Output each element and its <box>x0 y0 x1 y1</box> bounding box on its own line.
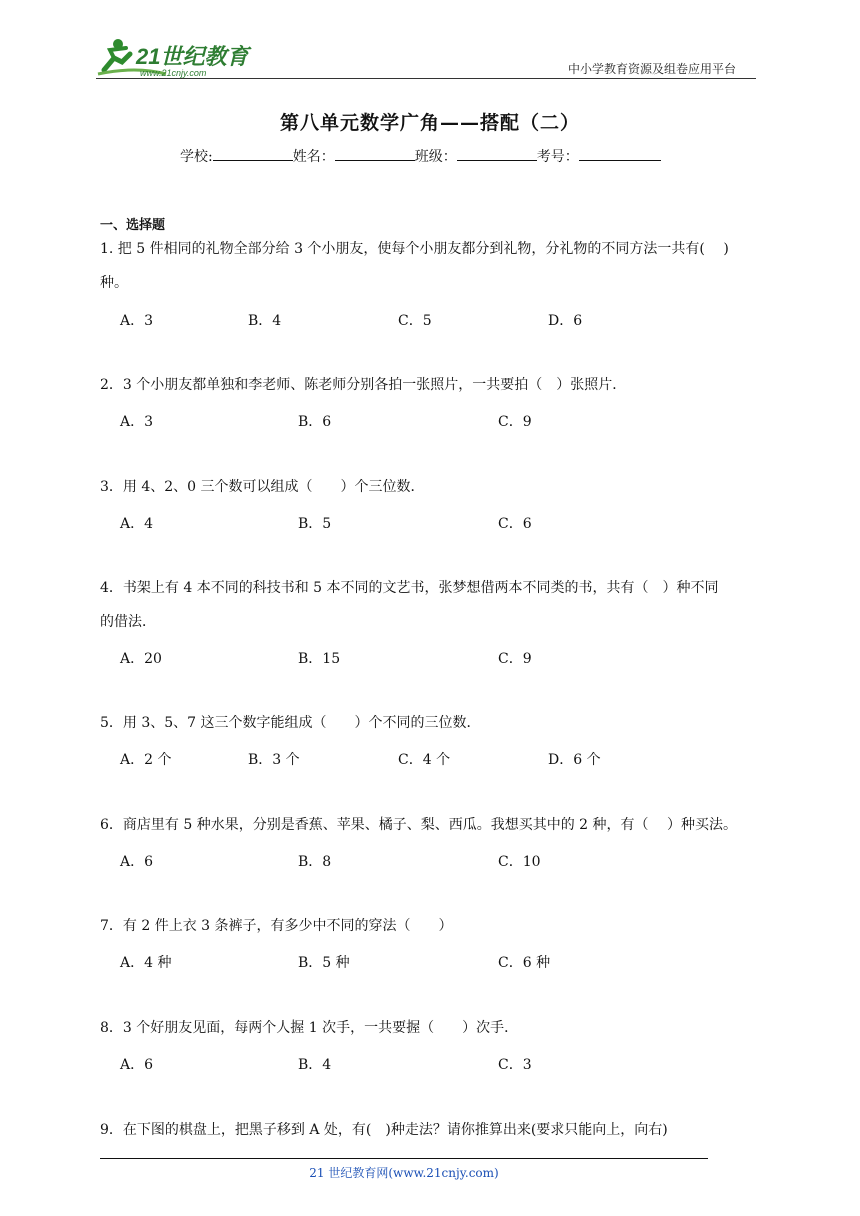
option-b[interactable]: B．5 <box>298 516 332 532</box>
question-text: 2．3 个小朋友都单独和李老师、陈老师分别各拍一张照片，一共要拍（ ）张照片． <box>100 377 627 393</box>
option-a[interactable]: A．4 <box>120 516 154 532</box>
option-b[interactable]: B．6 <box>298 414 332 430</box>
question-9 <box>100 1113 770 1147</box>
question-text: 1. 把 5 件相同的礼物全部分给 3 个小朋友，使每个小朋友都分到礼物，分礼物的不同方法一共有( ) <box>100 241 729 257</box>
question-text: 5．用 3、5、7 这三个数字能组成（ ）个不同的三位数． <box>100 715 481 731</box>
page-title: 第八单元数学广角——搭配（二） <box>279 112 580 134</box>
platform-name: 中小学教育资源及组卷应用平台 <box>568 62 737 76</box>
question-text-cont: 种。 <box>100 275 128 291</box>
school-blank[interactable] <box>213 146 293 161</box>
option-b[interactable]: B．15 <box>298 651 341 667</box>
option-c[interactable]: C．10 <box>498 854 541 870</box>
option-a[interactable]: A．20 <box>120 651 162 667</box>
option-d[interactable]: D．6 个 <box>548 752 601 768</box>
exam-no-label: 考号： <box>536 149 579 165</box>
section-heading: 一、选择题 <box>100 218 166 233</box>
question-6 <box>100 808 770 842</box>
question-text: 3．用 4、2、0 三个数可以组成（ ）个三位数． <box>100 479 425 495</box>
question-text: 6．商店里有 5 种水果，分别是香蕉、苹果、橘子、梨、西瓜。我想买其中的 2 种，有（ ）种买法。 <box>100 817 737 833</box>
option-b[interactable]: B．8 <box>298 854 332 870</box>
question-8 <box>100 1011 770 1045</box>
option-c[interactable]: C．6 <box>498 516 532 532</box>
name-blank[interactable] <box>335 146 415 161</box>
footer-link[interactable]: 21 世纪教育网(www.21cnjy.com) <box>309 1166 499 1180</box>
class-label: 班级： <box>414 149 457 165</box>
option-a[interactable]: A．3 <box>120 313 154 329</box>
option-c[interactable]: C．3 <box>498 1057 532 1073</box>
logo-url: www.21cnjy.com <box>140 68 207 78</box>
student-info-line <box>180 146 661 166</box>
name-label: 姓名： <box>292 149 335 165</box>
option-c[interactable]: C．6 种 <box>498 955 551 971</box>
option-c[interactable]: C．9 <box>498 414 532 430</box>
runner-logo-icon <box>96 36 266 80</box>
option-b[interactable]: B．3 个 <box>248 752 300 768</box>
option-a[interactable]: A．4 种 <box>120 955 172 971</box>
question-text: 8．3 个好朋友见面，每两个人握 1 次手，一共要握（ ）次手． <box>100 1020 519 1036</box>
question-text: 7．有 2 件上衣 3 条裤子，有多少中不同的穿法（ ） <box>100 918 453 934</box>
question-1 <box>100 232 770 300</box>
question-text: 4．书架上有 4 本不同的科技书和 5 本不同的文艺书，张梦想借两本不同类的书，共有（ ）种不同 <box>100 580 719 596</box>
option-c[interactable]: C．5 <box>398 313 432 329</box>
question-3 <box>100 470 770 504</box>
site-logo <box>96 36 266 80</box>
option-b[interactable]: B．5 种 <box>298 955 350 971</box>
exam-no-blank[interactable] <box>579 146 661 161</box>
option-c[interactable]: C．9 <box>498 651 532 667</box>
option-b[interactable]: B．4 <box>298 1057 332 1073</box>
option-a[interactable]: A．2 个 <box>120 752 172 768</box>
header-divider <box>96 78 756 79</box>
footer-divider <box>100 1158 708 1159</box>
class-blank[interactable] <box>457 146 537 161</box>
question-2 <box>100 368 770 402</box>
option-a[interactable]: A．6 <box>120 854 154 870</box>
question-4 <box>100 571 770 639</box>
logo-title: 21世纪教育 <box>136 44 249 69</box>
option-a[interactable]: A．6 <box>120 1057 154 1073</box>
question-text-cont: 的借法． <box>100 614 156 630</box>
option-a[interactable]: A．3 <box>120 414 154 430</box>
option-d[interactable]: D．6 <box>548 313 583 329</box>
question-7 <box>100 909 770 943</box>
question-text: 9．在下图的棋盘上，把黑子移到 A 处，有( )种走法？请你推算出来(要求只能向上，向右) <box>100 1122 668 1138</box>
option-b[interactable]: B．4 <box>248 313 282 329</box>
option-c[interactable]: C．4 个 <box>398 752 451 768</box>
school-label: 学校: <box>180 149 213 165</box>
question-5 <box>100 706 770 740</box>
